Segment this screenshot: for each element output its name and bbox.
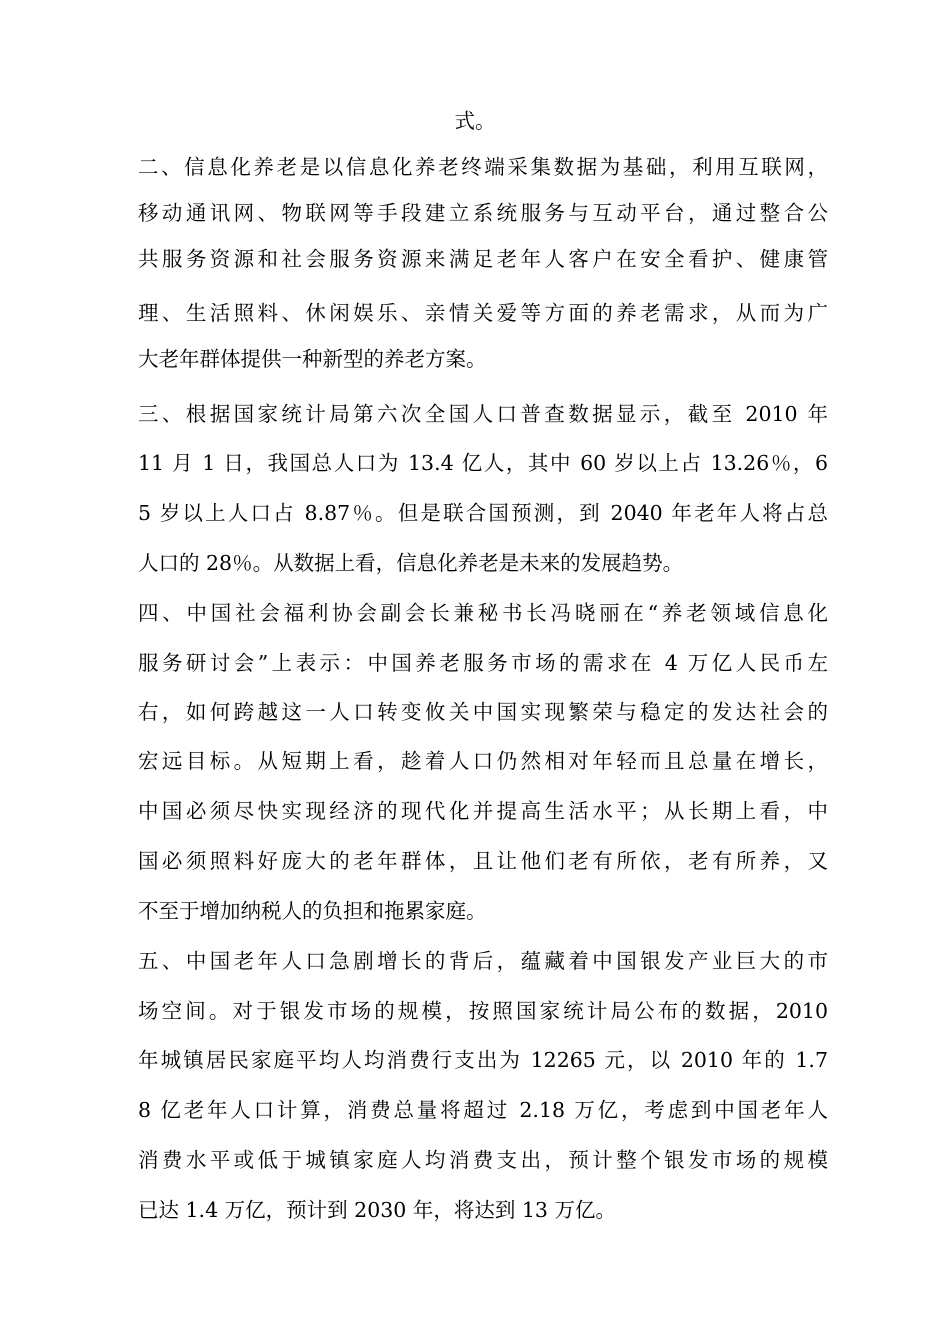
text-line-21: 8 亿老年人口计算，消费总量将超过 2.18 万亿，考虑到中国老年人 [138, 1098, 828, 1122]
text-line-10: 人口的 28％。从数据上看，信息化养老是未来的发展趋势。 [138, 551, 684, 575]
text-line-7: 三、根据国家统计局第六次全国人口普查数据显示，截至 2010 年 [138, 402, 828, 426]
text-line-11: 四、中国社会福利协会副会长兼秘书长冯晓丽在“养老领域信息化 [138, 601, 828, 625]
text-line-3: 移动通讯网、物联网等手段建立系统服务与互动平台，通过整合公 [138, 201, 828, 225]
text-line-17: 不至于增加纳税人的负担和拖累家庭。 [138, 899, 487, 923]
text-line-6: 大老年群体提供一种新型的养老方案。 [138, 347, 487, 371]
text-line-15: 中国必须尽快实现经济的现代化并提高生活水平；从长期上看，中 [138, 799, 828, 823]
text-line-4: 共服务资源和社会服务资源来满足老年人客户在安全看护、健康管 [138, 247, 828, 271]
text-line-22: 消费水平或低于城镇家庭人均消费支出，预计整个银发市场的规模 [138, 1148, 828, 1172]
text-line-12: 服务研讨会”上表示：中国养老服务市场的需求在 4 万亿人民币左 [138, 651, 828, 675]
text-line-2: 二、信息化养老是以信息化养老终端采集数据为基础，利用互联网， [138, 155, 828, 179]
text-line-8: 11 月 1 日，我国总人口为 13.4 亿人，其中 60 岁以上占 13.26％，6 [138, 451, 828, 475]
text-line-20: 年城镇居民家庭平均人均消费行支出为 12265 元，以 2010 年的 1.7 [138, 1048, 828, 1072]
text-line-5: 理、生活照料、休闲娱乐、亲情关爱等方面的养老需求，从而为广 [138, 301, 828, 325]
text-line-14: 宏远目标。从短期上看，趁着人口仍然相对年轻而且总量在增长， [138, 749, 828, 773]
text-line-19: 场空间。对于银发市场的规模，按照国家统计局公布的数据，2010 [138, 999, 828, 1023]
text-line-1: 式。 [454, 109, 496, 133]
text-line-23: 已达 1.4 万亿，预计到 2030 年，将达到 13 万亿。 [138, 1198, 616, 1222]
text-line-9: 5 岁以上人口占 8.87％。但是联合国预测，到 2040 年老年人将占总 [138, 501, 828, 525]
text-line-16: 国必须照料好庞大的老年群体，且让他们老有所依，老有所养，又 [138, 849, 828, 873]
text-line-18: 五、中国老年人口急剧增长的背后，蕴藏着中国银发产业巨大的市 [138, 949, 828, 973]
text-line-13: 右，如何跨越这一人口转变攸关中国实现繁荣与稳定的发达社会的 [138, 700, 828, 724]
